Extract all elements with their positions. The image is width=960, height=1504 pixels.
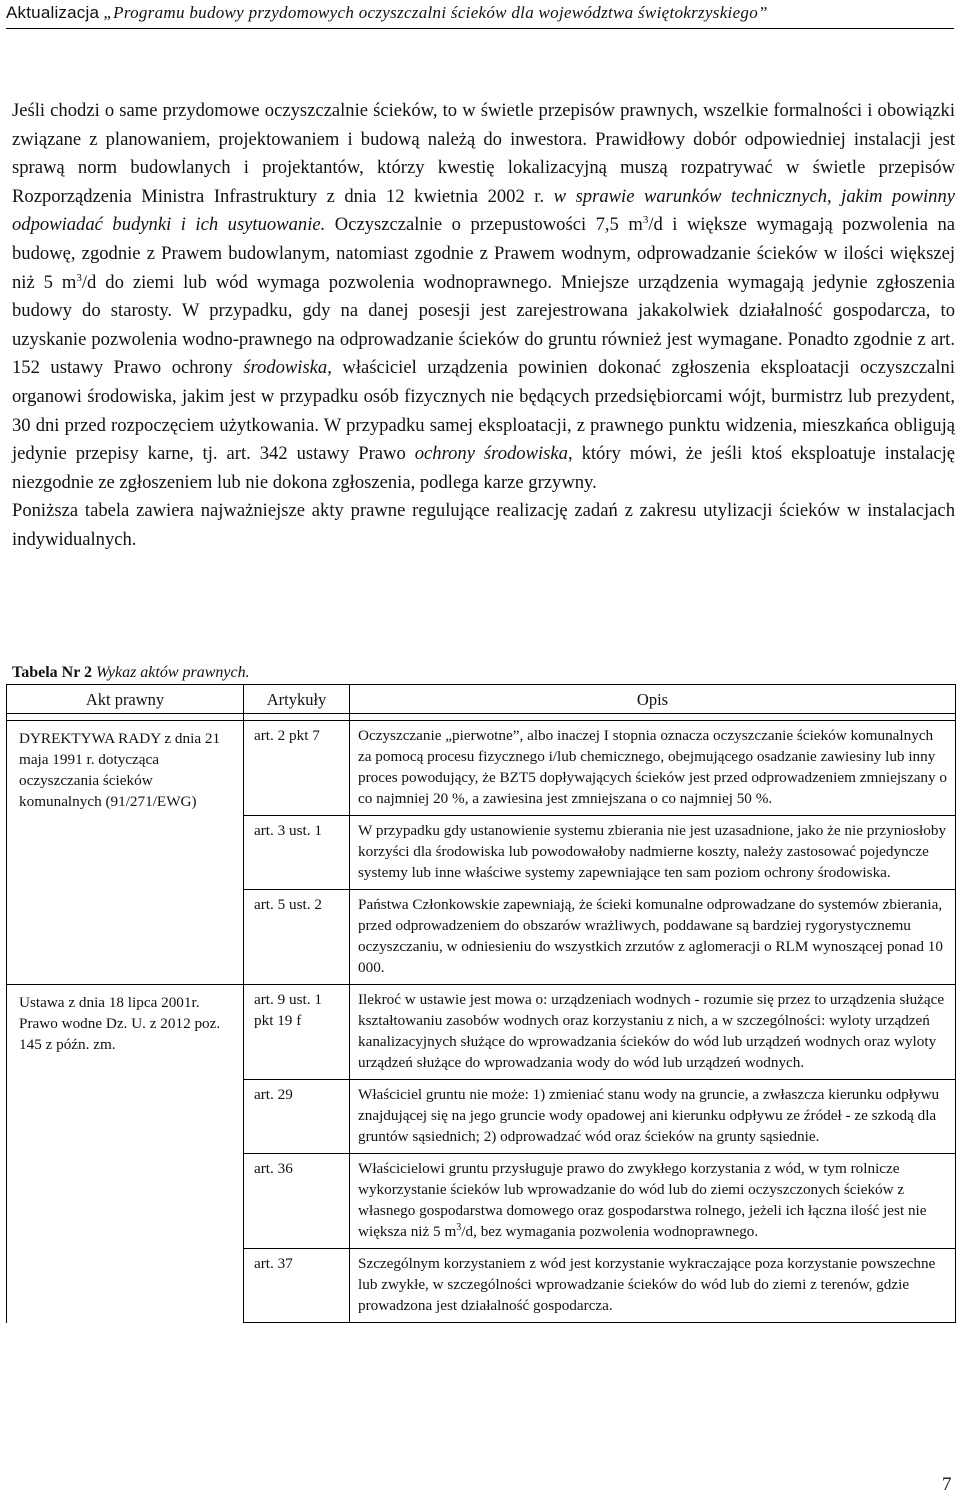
act-cell: Ustawa z dnia 18 lipca 2001r. Prawo wodne Dz. U. z 2012 poz. 145 z późn. zm. xyxy=(7,985,244,1323)
description-cell: W przypadku gdy ustanowienie systemu zbierania nie jest uzasadnione, jako że nie przyniosłoby korzyści dla środowiska lub powodowałoby nadmierne koszty, należy zastosować pojedyncze systemy lub inne właściwe systemy zapewniające ten sam poziom ochrony środowiska. xyxy=(350,816,956,890)
article-cell: art. 29 xyxy=(244,1080,350,1154)
header-title-plain: Aktualizacja xyxy=(6,3,100,22)
column-header-articles: Artykuły xyxy=(244,685,350,714)
column-header-act: Akt prawny xyxy=(7,685,244,714)
description-cell: Państwa Członkowskie zapewniają, że ścieki komunalne odprowadzane do systemów zbierania, przed odprowadzeniem do obszarów wrażliwych, poddawane są bardziej rygorystycznemu oczyszczaniu, w odniesieniu do wszystkich zrzutów z aglomeracji o RLM wynoszącej ponad 10 000. xyxy=(350,890,956,985)
body-text xyxy=(12,97,955,555)
table-header-row xyxy=(7,685,956,714)
table-row xyxy=(7,721,956,816)
legal-acts-table xyxy=(6,684,956,1323)
article-cell: art. 3 ust. 1 xyxy=(244,816,350,890)
description-cell: Właściciel gruntu nie może: 1) zmieniać stanu wody na gruncie, a zwłaszcza kierunku odpływu znajdującej się na jego gruncie wody opadowej ani kierunku odpływu ze źródeł - ze szkodą dla gruntów sąsiednich; 2) odprowadzać wód oraz ścieków na grunty sąsiednie. xyxy=(350,1080,956,1154)
description-cell: Szczególnym korzystaniem z wód jest korzystanie wykraczające poza korzystanie powszechne lub zwykłe, w szczególności wprowadzanie ścieków do wód lub do ziemi z terenów, gdzie prowadzona jest działalność gospodarcza. xyxy=(350,1249,956,1323)
table-caption: Tabela Nr 2 Wykaz aktów prawnych. xyxy=(12,664,250,681)
paragraph-1: Jeśli chodzi o same przydomowe oczyszczalnie ścieków, to w świetle przepisów prawnych, wszelkie formalności i obowiązki związane z planowaniem, projektowaniem i budową należą do inwestora. Prawidłowy dobór odpowiedniej instalacji jest sprawą norm budowlanych i projektantów, którzy kwestię lokalizacyjną muszą rozpatrywać w świetle przepisów Rozporządzenia Ministra Infrastruktury z dnia 12 kwietnia 2002 r. w sprawie warunków technicznych, jakim powinny odpowiadać budynki i ich usytuowanie. Oczyszczalnie o przepustowości 7,5 $m^3/d$ i większe wymagają pozwolenia na budowę, zgodnie z Prawem budowlanym, natomiast zgodnie z Prawem wodnym, odprowadzanie ścieków w ilości większej niż 5 $m^3/d$ do ziemi lub wód wymaga pozwolenia wodnoprawnego. Mniejsze urządzenia wymagają jedynie zgłoszenia budowy do starosty. W przypadku, gdy na danej posesji jest zarejestrowana jakakolwiek działalność gospodarcza, to uzyskanie pozwolenia wodno-prawnego na odprowadzanie ścieków do gruntu również jest wymagane. Ponadto zgodnie z art. 152 ustawy Prawo ochrony środowiska, właściciel urządzenia powinien dokonać zgłoszenia eksploatacji oczyszczalni organowi środowiska, jakim jest w przypadku osób fizycznych nie będących przedsiębiorcami wójt, burmistrz lub prezydent, 30 dni przed rozpoczęciem użytkowania. W przypadku samej eksploatacji, z prawnego punktu widzenia, mieszkańca obligują jedynie przepisy karne, tj. art. 342 ustawy Prawo ochrony środowiska, który mówi, że jeśli ktoś eksploatuje instalację niezgodnie ze zgłoszeniem lub nie dokona zgłoszenia, podlega karze grzywny. xyxy=(12,100,956,493)
description-cell: Oczyszczanie „pierwotne”, albo inaczej I stopnia oznacza oczyszczanie ścieków komunalnych za pomocą procesu fizycznego i/lub chemicznego, obejmującego osadzanie zawiesiny lub inny proces powodujący, że BZT5 dopływających ścieków jest przed odprowadzeniem zmniejszany o co najmniej 20 %, a zawiesina jest zmniejszana o co najmniej 50 %. xyxy=(350,721,956,816)
description-cell: Właścicielowi gruntu przysługuje prawo do zwykłego korzystania z wód, w tym rolnicze wykorzystanie ścieków lub wprowadzanie do wód lub do ziemi oczyszczonych ścieków z własnego gospodarstwa domowego oraz gospodarstwa rolnego, jeżeli ich łączna ilość jest nie większa niż 5 $m^3/d$, bez wymagania pozwolenia wodnoprawnego. xyxy=(350,1154,956,1249)
table-row xyxy=(7,985,956,1080)
paragraph-2: Poniższa tabela zawiera najważniejsze akty prawne regulujące realizację zadań z zakresu utylizacji ścieków w instalacjach indywidualnych. xyxy=(12,500,955,550)
running-header xyxy=(6,0,956,30)
header-rule xyxy=(6,28,954,29)
act-cell: DYREKTYWA RADY z dnia 21 maja 1991 r. dotycząca oczyszczania ścieków komunalnych (91/271/EWG) xyxy=(7,721,244,985)
header-title-italic: „Programu budowy przydomowych oczyszczalni ścieków dla województwa świętokrzyskiego” xyxy=(103,3,768,22)
article-cell: art. 36 xyxy=(244,1154,350,1249)
table-gap xyxy=(7,714,956,721)
article-cell: art. 37 xyxy=(244,1249,350,1323)
page-number: 7 xyxy=(942,1474,952,1495)
article-cell: art. 2 pkt 7 xyxy=(244,721,350,816)
article-cell: art. 9 ust. 1 pkt 19 f xyxy=(244,985,350,1080)
article-cell: art. 5 ust. 2 xyxy=(244,890,350,985)
column-header-description: Opis xyxy=(350,685,956,714)
description-cell: Ilekroć w ustawie jest mowa o: urządzeniach wodnych - rozumie się przez to urządzenia służące kształtowaniu zasobów wodnych oraz korzystaniu z nich, a w szczególności: wyloty urządzeń kanalizacyjnych służące do wprowadzania ścieków do wód lub urządzeń wodnych oraz wyloty urządzeń służące do wprowadzania wody do wód lub urządzeń wodnych. xyxy=(350,985,956,1080)
